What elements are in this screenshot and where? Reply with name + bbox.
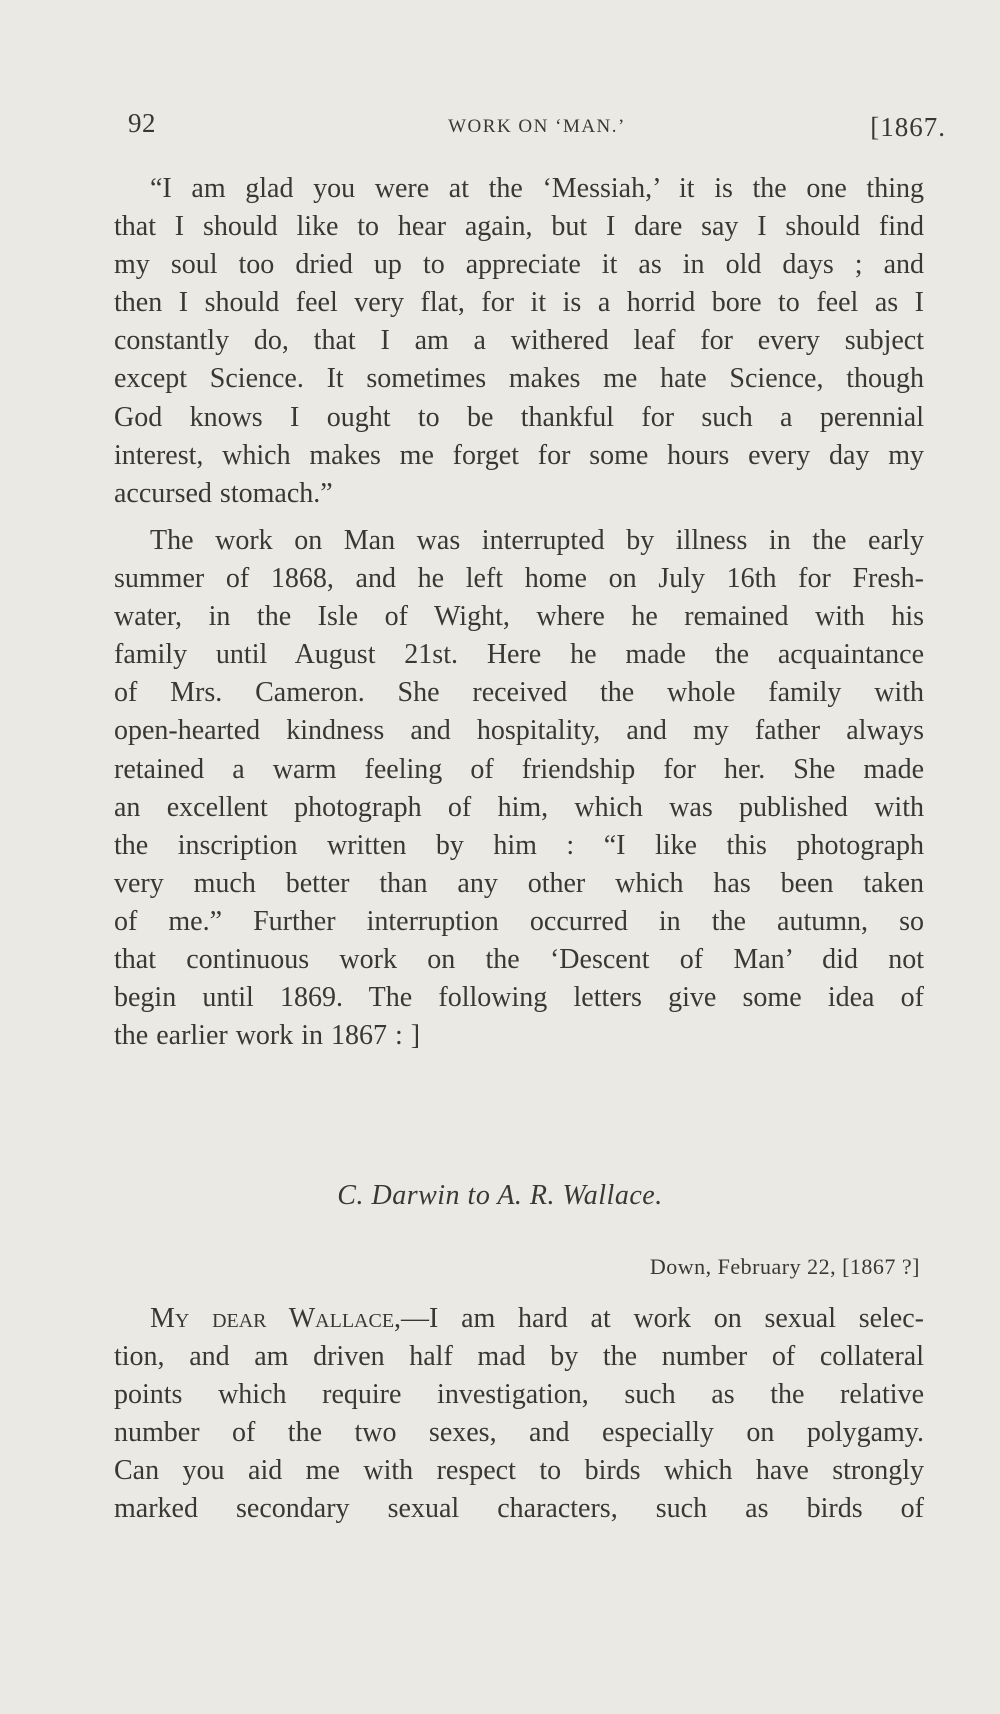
text-line: number of the two sexes, and especially on polygamy. [114,1417,924,1449]
text-line: open-hearted kindness and hospitality, and my father always [114,715,924,747]
narrative-paragraph [114,522,924,1055]
letter-heading: C. Darwin to A. R. Wallace. [337,1180,663,1211]
text-line: of me.” Further interruption occurred in the autumn, so [114,905,924,937]
text-line: that continuous work on the ‘Descent of Man’ did not [114,944,924,976]
text-line: —I am hard at work on sexual selec- [401,1303,924,1334]
text-line: Can you aid me with respect to birds which have strongly [114,1455,924,1487]
text-line: an excellent photograph of him, which was published with [114,791,924,823]
text-line: God knows I ought to be thankful for such a perennial [114,401,924,433]
letter-first-line [114,1300,924,1338]
text-line: points which require investigation, such as the relative [114,1379,924,1411]
text-line: constantly do, that I am a withered leaf for every subject [114,325,924,357]
text-line: very much better than any other which has been taken [114,867,924,899]
text-line: summer of 1868, and he left home on July 16th for Fresh- [114,563,924,595]
header-year: [1867. [870,112,946,142]
text-line: begin until 1869. The following letters give some idea of [114,982,924,1014]
letter-dateline: Down, February 22, [1867 ?] [649,1254,920,1279]
text-line: accursed stomach.” [114,477,333,509]
text-line: water, in the Isle of Wight, where he remained with his [114,601,924,633]
quoted-passage [114,170,924,513]
text-line: the earlier work in 1867 : ] [114,1020,421,1052]
text-line: “I am glad you were at the ‘Messiah,’ it is the one thing [150,173,924,204]
letter-salutation: My dear Wallace, [150,1303,402,1334]
text-line: except Science. It sometimes makes me hate Science, though [114,363,924,395]
running-title: WORK ON ‘MAN.’ [448,116,626,137]
page-header [128,108,946,148]
letter-body [114,1300,924,1529]
text-line: of Mrs. Cameron. She received the whole family with [114,677,924,709]
text-line: family until August 21st. Here he made the acquaintance [114,639,924,671]
text-line: tion, and am driven half mad by the number of collateral [114,1341,924,1373]
text-line: the inscription written by him : “I like this photograph [114,829,924,861]
text-line: my soul too dried up to appreciate it as in old days ; and [114,249,924,281]
text-line: The work on Man was interrupted by illness in the early [150,525,924,556]
text-line: marked secondary sexual characters, such as birds of [114,1493,924,1525]
text-line: retained a warm feeling of friendship for her. She made [114,753,924,785]
text-line: interest, which makes me forget for some hours every day my [114,439,924,471]
page-number: 92 [128,108,156,138]
text-line: then I should feel very flat, for it is a horrid bore to feel as I [114,287,924,319]
text-line: that I should like to hear again, but I dare say I should find [114,211,924,243]
